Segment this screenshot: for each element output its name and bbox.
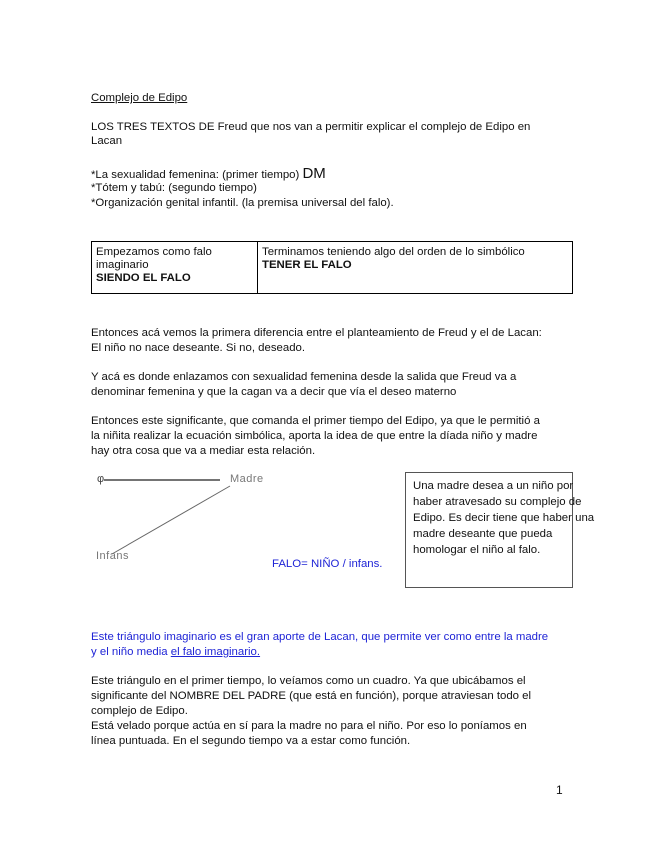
para4-line-1: Este triángulo en el primer tiempo, lo veíamos como un cuadro. Ya que ubicábamos el xyxy=(91,675,526,687)
intro-line-2: Lacan xyxy=(91,135,123,147)
para4-line-2: significante del NOMBRE DEL PADRE (que está en función), porque atraviesan todo el xyxy=(91,690,532,702)
table-right-line: Terminamos teniendo algo del orden de lo simbólico xyxy=(262,246,525,258)
table-left-line-1: Empezamos como falo xyxy=(96,246,212,258)
para3-line-2: la niñita realizar la ecuación simbólica, aporta la idea de que entre la díada niño y madre xyxy=(91,430,538,442)
intro-line-1: LOS TRES TEXTOS DE Freud que nos van a permitir explicar el complejo de Edipo en xyxy=(91,121,531,133)
note-line-3: Edipo. Es decir tiene que haber una xyxy=(413,512,595,524)
list-item-1-text: *La sexualidad femenina: (primer tiempo) xyxy=(91,169,303,181)
table-right-bold: TENER EL FALO xyxy=(262,259,352,271)
para1-line-1: Entonces acá vemos la primera diferencia entre el planteamiento de Freud y el de Lacan: xyxy=(91,327,542,339)
table-cell-right xyxy=(258,242,572,293)
para4-line-3: complejo de Edipo. xyxy=(91,705,188,717)
blue-para-text: y el niño media xyxy=(91,646,171,658)
table-cell-left xyxy=(92,242,258,293)
falo-imaginario-link[interactable]: el falo imaginario. xyxy=(170,646,261,658)
madre-infans-line xyxy=(112,486,230,554)
para4-line-5: línea puntuada. En el segundo tiempo va a estar como función. xyxy=(91,735,411,747)
note-line-4: madre deseante que pueda xyxy=(413,528,553,540)
phallus-table xyxy=(91,241,573,294)
para4-line-4: Está velado porque actúa en sí para la madre no para el niño. Por eso lo poníamos en xyxy=(91,720,527,732)
blue-para-line-2 xyxy=(91,645,260,660)
table-left-line-2: imaginario xyxy=(96,259,149,271)
list-item-3: *Organización genital infantil. (la premisa universal del falo). xyxy=(91,197,394,209)
para2-line-1: Y acá es donde enlazamos con sexualidad femenina desde la salida que Freud va a xyxy=(91,371,517,383)
para2-line-2: denominar femenina y que la cagan va a decir que vía el deseo materno xyxy=(91,386,457,398)
list-item-2: *Tótem y tabú: (segundo tiempo) xyxy=(91,182,257,194)
page-number: 1 xyxy=(556,783,563,797)
blue-para-line-1: Este triángulo imaginario es el gran aporte de Lacan, que permite ver como entre la madre xyxy=(91,631,549,643)
dm-mark: DM xyxy=(302,165,326,182)
note-box xyxy=(405,472,595,588)
para3-line-1: Entonces este significante, que comanda el primer tiempo del Edipo, ya que le permitió a xyxy=(91,415,540,427)
note-line-2: haber atravesado su complejo de xyxy=(413,496,582,508)
madre-label: Madre xyxy=(230,473,264,485)
infans-label: Infans xyxy=(96,550,129,562)
note-line-5: homologar el niño al falo. xyxy=(413,544,541,556)
falo-equation: FALO= NIÑO / infans. xyxy=(272,558,383,570)
para3-line-3: hay otra cosa que va a mediar esta relación. xyxy=(91,445,316,457)
table-left-bold: SIENDO EL FALO xyxy=(96,272,191,284)
para1-line-2: El niño no nace deseante. Si no, deseado. xyxy=(91,342,306,354)
phi-symbol: φ xyxy=(97,473,105,485)
note-line-1: Una madre desea a un niño por xyxy=(413,480,574,492)
page-title: Complejo de Edipo xyxy=(91,92,188,104)
